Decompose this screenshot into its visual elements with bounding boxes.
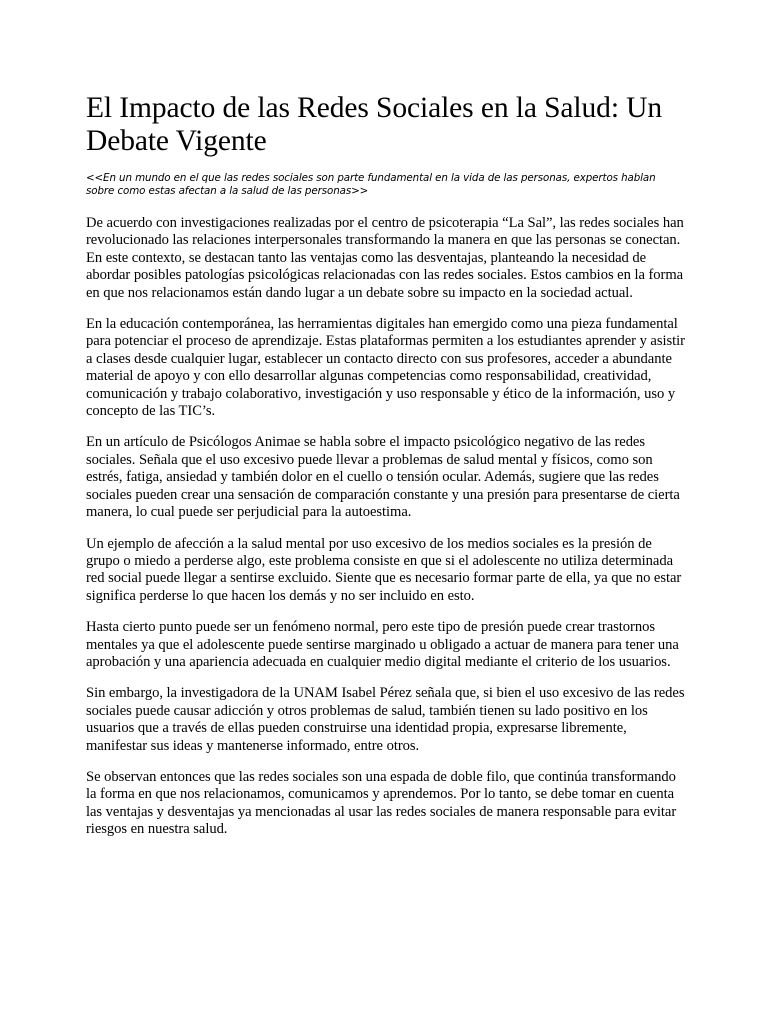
paragraph-5: Hasta cierto punto puede ser un fenómeno normal, pero este tipo de presión puede crear trastornos mentales ya que el adolescente puede sentirse marginado u obligado a actuar de manera para tener una aprobación y una apariencia adecuada en cualquier medio digital mediante el criterio de los usuarios. xyxy=(86,619,679,670)
paragraph-4: Un ejemplo de afección a la salud mental por uso excesivo de los medios sociales es la presión de grupo o miedo a perderse algo, este problema consiste en que si el adolescente no utiliza determinada red social puede llegar a sentirse excluido. Siente que es necesario formar parte de ella, ya que no estar significa perderse lo que hacen los demás y no ser incluido en esto. xyxy=(86,535,682,604)
document-title: El Impacto de las Redes Sociales en la Salud: Un Debate Vigente xyxy=(86,92,663,157)
paragraph-2: En la educación contemporánea, las herramientas digitales han emergido como una pieza fundamental para potenciar el proceso de aprendizaje. Estas plataformas permiten a los estudiantes aprender y asistir a clases desde cualquier lugar, establecer un contacto directo con sus profesores, acceder a abundante material de apoyo y con ello desarrollar algunas competencias como responsabilidad, creatividad, comunicación y trabajo colaborativo, investigación y uso responsable y ético de la información, uso y concepto de las TIC’s. xyxy=(86,316,685,420)
paragraph-3: En un artículo de Psicólogos Animae se habla sobre el impacto psicológico negativo de las redes sociales. Señala que el uso excesivo puede llevar a problemas de salud mental y físicos, como son estrés, fatiga, ansiedad y también dolor en el cuello o tensión ocular. Además, sugiere que las redes sociales pueden crear una sensación de comparación constante y una presión para presentarse de cierta manera, lo cual puede ser perjudicial para la autoestima. xyxy=(86,434,680,521)
document-subtitle: <<En un mundo en el que las redes sociales son parte fundamental en la vida de las personas, expertos hablan sobre como estas afectan a la salud de las personas>> xyxy=(86,172,656,197)
paragraph-1: De acuerdo con investigaciones realizadas por el centro de psicoterapia “La Sal”, las redes sociales han revolucionado las relaciones interpersonales transformando la manera en que las personas se conectan. En este contexto, se destacan tanto las ventajas como las desventajas, planteando la necesidad de abordar posibles patologías psicológicas relacionadas con las redes sociales. Estos cambios en la forma en que nos relacionamos están dando lugar a un debate sobre su impacto en la sociedad actual. xyxy=(86,215,684,301)
paragraph-7: Se observan entonces que las redes sociales son una espada de doble filo, que continúa transformando la forma en que nos relacionamos, comunicamos y aprendemos. Por lo tanto, se debe tomar en cuenta las ventajas y desventajas ya mencionadas al usar las redes sociales de manera responsable para evitar riesgos en nuestra salud. xyxy=(86,768,677,838)
paragraph-6: Sin embargo, la investigadora de la UNAM Isabel Pérez señala que, si bien el uso excesivo de las redes sociales puede causar adicción y otros problemas de salud, también tienen su lado positivo en los usuarios que a través de ellas pueden construirse una identidad propia, expresarse libremente, manifestar sus ideas y mantenerse informado, entre otros. xyxy=(86,685,685,754)
document-page xyxy=(86,92,686,839)
